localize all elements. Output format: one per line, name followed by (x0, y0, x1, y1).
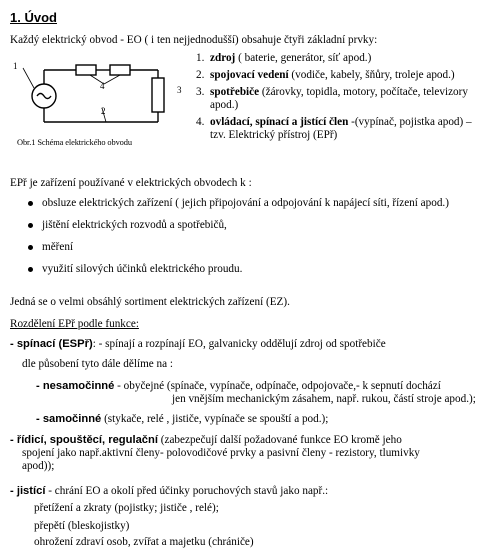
leader-line (104, 75, 120, 84)
automatic-description: (stykače, relé , jističe, vypínače se spouští a pod.); (101, 413, 329, 425)
automatic-term: - samočinné (36, 413, 102, 425)
division-title: Rozdělení EPř podle funkce: (10, 318, 139, 330)
item-term: ovládací, spínací a jistící člen (210, 116, 349, 128)
manual-term: - nesamočinné (36, 380, 115, 392)
item-number: 3. (196, 86, 205, 98)
figure-caption: Obr.1 Schéma elektrického obvodu (17, 138, 132, 147)
epr-definition: EPř je zařízení používané v elektrických obvodech k : (10, 177, 252, 189)
figure-label-wire: 2 (101, 106, 106, 116)
assortment-text: Jedná se o velmi obsáhlý sortiment elektrických zařízení (EZ). (10, 296, 290, 308)
item-description: ( baterie, generátor, síť apod.) (235, 52, 372, 64)
bullet-icon (28, 201, 33, 206)
bullet-icon (28, 223, 33, 228)
list-item (196, 69, 486, 82)
protective-item: ohrožení zdraví osob, zvířat a majetku (chrániče) (34, 536, 254, 548)
list-item (28, 241, 484, 254)
item-text: využití silových účinků elektrického proudu. (42, 263, 243, 275)
item-description: -(vypínač, pojistka apod) – tzv. Elektrický přístroj (EPř) (210, 116, 472, 141)
figure-label-source: 1 (13, 61, 18, 71)
intro-text: Každý elektrický obvod - EO ( i ten nejjednodušší) obsahuje čtyři základní prvky: (10, 34, 378, 46)
load-resistor-symbol (152, 78, 164, 112)
figure-label-device: 4 (100, 81, 105, 91)
item-number: 1. (196, 52, 205, 64)
control-subtext: spojení jako např.aktivní členy- polovodičové prvky a pasivní členy - rezistory, tlumivky (22, 447, 420, 459)
list-item (28, 197, 484, 210)
section-heading: 1. Úvod (10, 10, 57, 25)
list-item (28, 219, 484, 232)
uses-list (28, 197, 484, 285)
manual-subtext: jen vnějším mechanickým zásahem, např. rukou, částí stroje apod.); (172, 393, 476, 405)
control-line (10, 434, 402, 447)
switching-line (10, 338, 386, 351)
automatic-line (36, 413, 328, 426)
item-term: spojovací vedení (210, 69, 289, 81)
item-term: spotřebiče (210, 86, 260, 98)
switching-term: - spínací (ESPř) (10, 338, 93, 350)
item-text: jištění elektrických rozvodů a spotřebičů, (42, 219, 227, 231)
switch-symbol (110, 65, 130, 75)
protective-line (10, 485, 328, 498)
list-item (196, 86, 486, 112)
control-description: (zabezpečují další požadované funkce EO kromě jeho (157, 434, 402, 446)
item-description: (vodiče, kabely, šňůry, troleje apod.) (288, 69, 455, 81)
bullet-icon (28, 267, 33, 272)
leader-line (23, 68, 34, 88)
item-number: 2. (196, 69, 205, 81)
switching-description: : - spínají a rozpínají EO, galvanicky oddělují zdroj od spotřebiče (92, 338, 386, 350)
list-item (28, 263, 484, 276)
fuse-symbol (76, 65, 96, 75)
protective-item: přetížení a zkraty (pojistky; jističe , relé); (34, 502, 219, 514)
control-subtext-end: apod)); (22, 460, 55, 472)
switching-subtext: dle působení tyto dále dělíme na : (22, 358, 173, 370)
item-description: (žárovky, topidla, motory, počítače, televizory apod.) (210, 86, 468, 111)
ac-wave-icon (37, 94, 51, 99)
bullet-icon (28, 245, 33, 250)
list-item (196, 52, 486, 65)
protective-term: - jistící (10, 485, 46, 497)
item-text: měření (42, 241, 74, 253)
control-term: - řídicí, spouštěcí, regulační (10, 434, 158, 446)
item-term: zdroj (210, 52, 236, 64)
item-text: obsluze elektrických zařízení ( jejich připojování a odpojování k napájecí síti, řízení apod.) (42, 197, 449, 209)
manual-line (36, 380, 441, 393)
item-number: 4. (196, 116, 205, 128)
list-item (196, 116, 486, 142)
protective-item: přepětí (bleskojistky) (34, 520, 130, 532)
protective-description: - chrání EO a okolí před účinky poruchových stavů jako např.: (45, 485, 329, 497)
figure-label-load: 3 (177, 85, 182, 95)
manual-description: - obyčejné (spínače, vypínače, odpínače, odpojovače,- k sepnutí dochází (114, 380, 441, 392)
component-list (196, 52, 486, 146)
